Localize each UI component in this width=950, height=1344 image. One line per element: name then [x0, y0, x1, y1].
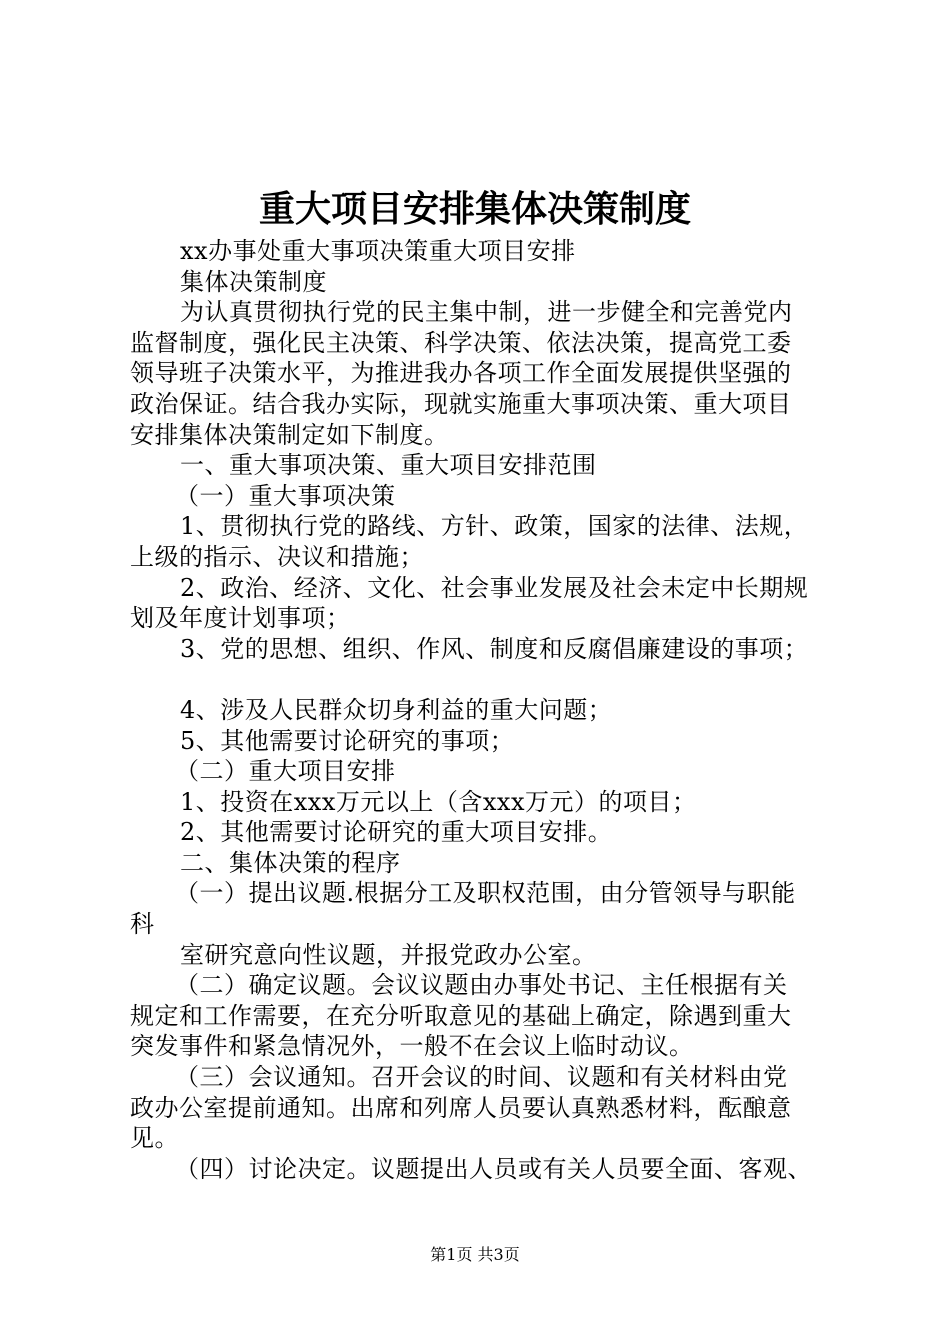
paragraph-line: （三）会议通知。召开会议的时间、议题和有关材料由党: [175, 1063, 788, 1092]
paragraph-line: 科: [130, 910, 155, 939]
list-item: 5、其他需要讨论研究的事项；: [180, 726, 515, 755]
list-item: 3、党的思想、组织、作风、制度和反腐倡廉建设的事项；: [180, 634, 809, 663]
paragraph-line: 见。: [130, 1124, 179, 1153]
paragraph-line: 监督制度，强化民主决策、科学决策、依法决策，提高党工委: [130, 328, 792, 357]
paragraph-line: 室研究意向性议题，并报党政办公室。: [180, 940, 597, 969]
section-heading: 一、重大事项决策、重大项目安排范围: [180, 451, 597, 480]
list-item: 1、贯彻执行党的路线、方针、政策，国家的法律、法规，: [180, 512, 809, 541]
paragraph-line: 突发事件和紧急情况外，一般不在会议上临时动议。: [130, 1032, 694, 1061]
paragraph-line: 领导班子决策水平，为推进我办各项工作全面发展提供坚强的: [130, 359, 792, 388]
subsection-heading: （一）重大事项决策: [175, 481, 396, 510]
paragraph-line: 安排集体决策制定如下制度。: [130, 420, 449, 449]
list-item-continuation: 划及年度计划事项；: [130, 604, 351, 633]
subtitle-line-2: 集体决策制度: [180, 267, 327, 296]
document-body: [130, 236, 842, 1184]
list-item: 4、涉及人民群众切身利益的重大问题；: [180, 695, 613, 724]
list-item: 1、投资在xxx万元以上（含xxx万元）的项目；: [180, 787, 697, 816]
document-title: 重大项目安排集体决策制度: [258, 188, 691, 230]
subsection-heading: （二）重大项目安排: [175, 757, 396, 786]
paragraph-line: 政办公室提前通知。出席和列席人员要认真熟悉材料，酝酿意: [130, 1093, 792, 1122]
subtitle-line-1: xx办事处重大事项决策重大项目安排: [180, 237, 576, 265]
paragraph-line: （二）确定议题。会议议题由办事处书记、主任根据有关: [175, 971, 788, 1000]
paragraph-line: （一）提出议题.根据分工及职权范围，由分管领导与职能: [175, 879, 796, 908]
list-item-continuation: 上级的指示、决议和措施；: [130, 542, 424, 571]
paragraph-line: 为认真贯彻执行党的民主集中制，进一步健全和完善党内: [180, 298, 793, 327]
page-indicator: 第1页 共3页: [430, 1245, 520, 1264]
paragraph-line: 规定和工作需要，在充分听取意见的基础上确定，除遇到重大: [130, 1001, 792, 1030]
section-heading: 二、集体决策的程序: [180, 848, 401, 877]
paragraph-line: 政治保证。结合我办实际，现就实施重大事项决策、重大项目: [130, 389, 792, 418]
blank-line: [130, 664, 842, 695]
list-item: 2、其他需要讨论研究的重大项目安排。: [180, 818, 613, 847]
paragraph-line: （四）讨论决定。议题提出人员或有关人员要全面、客观、: [175, 1154, 812, 1183]
list-item: 2、政治、经济、文化、社会事业发展及社会未定中长期规: [180, 573, 809, 602]
